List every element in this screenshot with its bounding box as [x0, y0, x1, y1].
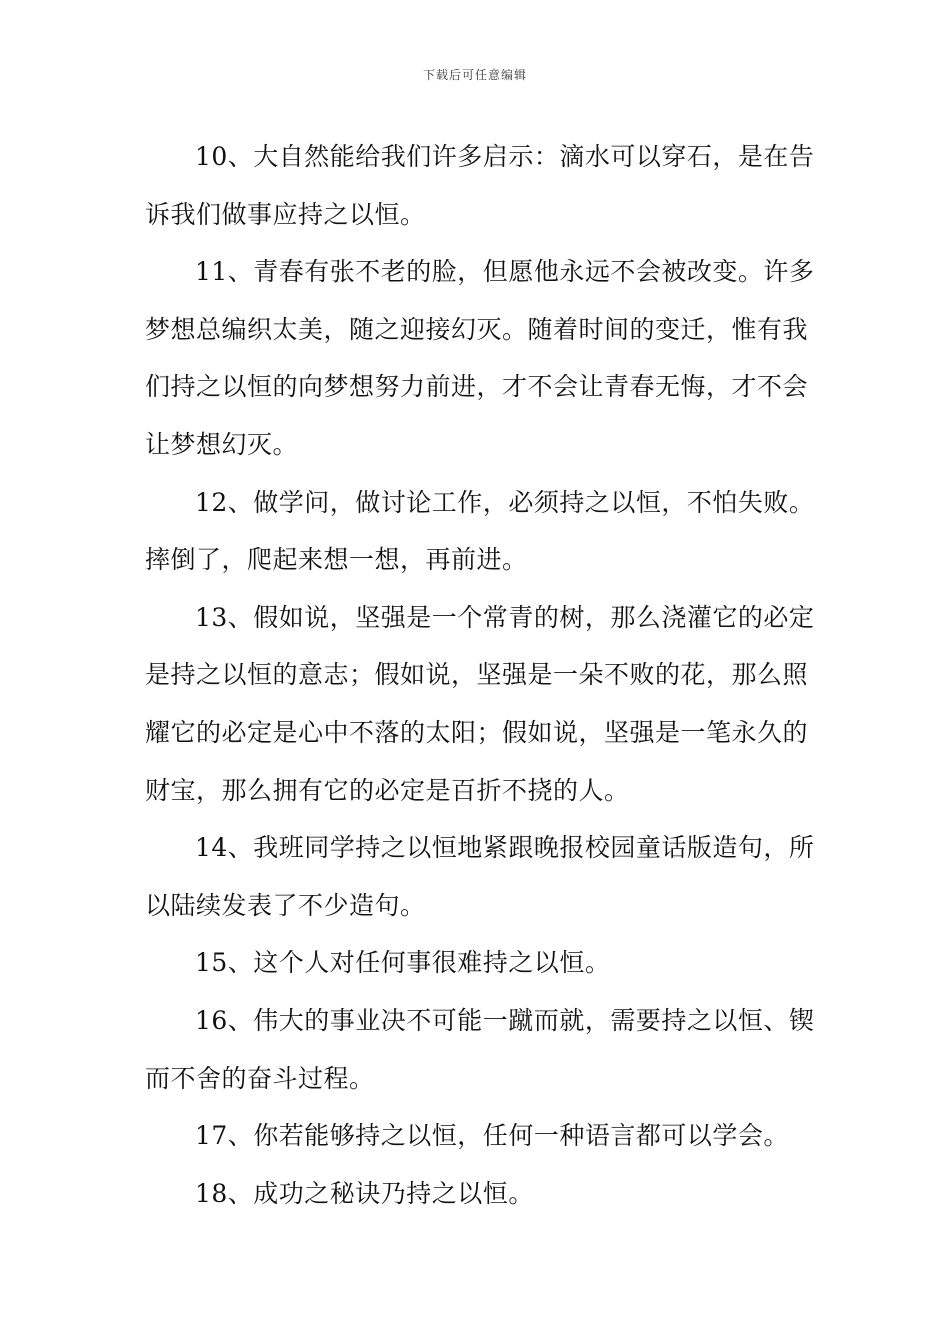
paragraph-18: 18、成功之秘诀乃持之以恒。 — [195, 1178, 534, 1208]
paragraph-11: 11、青春有张不老的脸，但愿他永远不会被改变。许多梦想总编织太美，随之迎接幻灭。随着时间的变迁，惟有我们持之以恒的向梦想努力前进，才不会让青春无悔，才不会让梦想幻灭。 — [145, 257, 815, 459]
paragraph-12: 12、做学问，做讨论工作，必须持之以恒，不怕失败。摔倒了，爬起来想一想，再前进。 — [145, 487, 815, 575]
paragraph-10: 10、大自然能给我们许多启示：滴水可以穿石，是在告诉我们做事应持之以恒。 — [145, 142, 815, 229]
document-body — [145, 128, 825, 1222]
page-header: 下载后可任意编辑 — [422, 68, 527, 82]
paragraph-17: 17、你若能够持之以恒，任何一种语言都可以学会。 — [195, 1121, 789, 1151]
paragraph-13: 13、假如说，坚强是一个常青的树，那么浇灌它的必定是持之以恒的意志；假如说，坚强是一朵不败的花，那么照耀它的必定是心中不落的太阳；假如说，坚强是一笔永久的财宝，那么拥有它的必定是百折不挠的人。 — [145, 602, 815, 805]
paragraph-16: 16、伟大的事业决不可能一蹴而就，需要持之以恒、锲而不舍的奋斗过程。 — [145, 1005, 815, 1093]
paragraph-15: 15、这个人对任何事很难持之以恒。 — [195, 948, 611, 978]
paragraph-14: 14、我班同学持之以恒地紧跟晚报校园童话版造句，所以陆续发表了不少造句。 — [145, 833, 815, 920]
